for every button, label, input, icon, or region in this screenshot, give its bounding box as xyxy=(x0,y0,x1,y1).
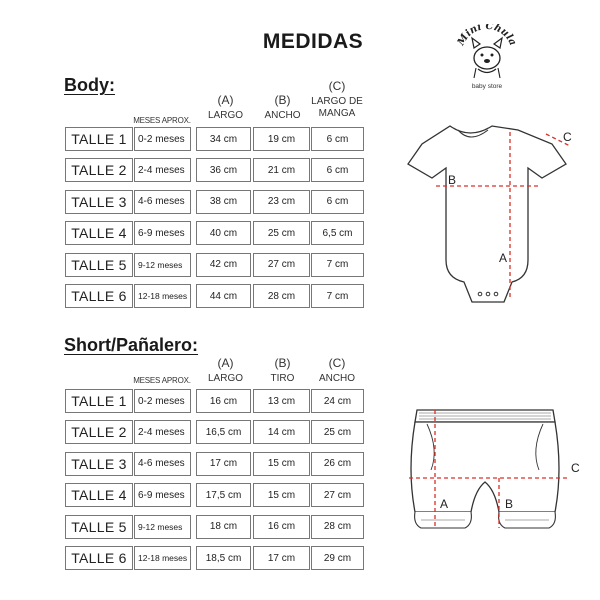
short-header-meses: MESES APROX. xyxy=(133,376,191,385)
body-cell-a: 34 cm xyxy=(196,127,251,151)
short-cell-a: 18,5 cm xyxy=(196,546,251,570)
body-label-a: A xyxy=(499,251,508,265)
short-cell-a: 16,5 cm xyxy=(196,420,251,444)
short-cell-b: 16 cm xyxy=(253,515,310,539)
body-cell-b: 23 cm xyxy=(253,190,310,214)
short-cell-a: 17 cm xyxy=(196,452,251,476)
short-cell-meses: 9-12 meses xyxy=(134,515,191,539)
body-label-b: B xyxy=(448,173,457,187)
body-cell-meses: 9-12 meses xyxy=(134,253,191,277)
short-cell-meses: 0-2 meses xyxy=(134,389,191,413)
page-title: MEDIDAS xyxy=(262,30,364,53)
body-header-col-c: (C) LARGO DE MANGA xyxy=(311,79,363,119)
short-cell-a: 17,5 cm xyxy=(196,483,251,507)
body-header-meses: MESES APROX. xyxy=(133,116,191,125)
body-section-title: Body: xyxy=(64,75,115,95)
body-cell-a: 44 cm xyxy=(196,284,251,308)
body-cell-b: 19 cm xyxy=(253,127,310,151)
body-cell-meses: 2-4 meses xyxy=(134,158,191,182)
body-cell-meses: 0-2 meses xyxy=(134,127,191,151)
bulldog-logo-icon xyxy=(452,24,522,92)
body-cell-b: 21 cm xyxy=(253,158,310,182)
short-header-col-a: (A) LARGO xyxy=(207,356,243,384)
shorts-icon xyxy=(405,400,590,540)
body-cell-talle: TALLE 2 xyxy=(65,158,133,182)
short-cell-b: 15 cm xyxy=(253,483,310,507)
body-cell-b: 25 cm xyxy=(253,221,310,245)
body-header-col-b: (B) ANCHO xyxy=(264,93,301,121)
short-header-col-c: (C) ANCHO xyxy=(318,356,356,384)
body-cell-meses: 12-18 meses xyxy=(134,284,191,308)
short-cell-talle: TALLE 6 xyxy=(65,546,133,570)
body-cell-talle: TALLE 3 xyxy=(65,190,133,214)
short-cell-talle: TALLE 3 xyxy=(65,452,133,476)
short-cell-a: 16 cm xyxy=(196,389,251,413)
short-cell-c: 29 cm xyxy=(311,546,364,570)
body-cell-a: 40 cm xyxy=(196,221,251,245)
short-cell-b: 14 cm xyxy=(253,420,310,444)
body-header-col-a: (A) LARGO xyxy=(207,93,243,121)
short-cell-b: 15 cm xyxy=(253,452,310,476)
body-cell-talle: TALLE 1 xyxy=(65,127,133,151)
body-cell-a: 38 cm xyxy=(196,190,251,214)
short-label-c: C xyxy=(571,461,580,475)
body-cell-talle: TALLE 5 xyxy=(65,253,133,277)
short-cell-meses: 2-4 meses xyxy=(134,420,191,444)
short-cell-meses: 4-6 meses xyxy=(134,452,191,476)
body-cell-c: 7 cm xyxy=(311,284,364,308)
logo-tagline: baby store xyxy=(471,83,503,90)
short-cell-meses: 6-9 meses xyxy=(134,483,191,507)
body-cell-c: 6 cm xyxy=(311,127,364,151)
body-label-c: C xyxy=(563,130,572,144)
body-cell-b: 27 cm xyxy=(253,253,310,277)
short-cell-b: 13 cm xyxy=(253,389,310,413)
short-section-title: Short/Pañalero: xyxy=(64,335,199,355)
body-cell-c: 6 cm xyxy=(311,158,364,182)
short-cell-c: 24 cm xyxy=(311,389,364,413)
short-cell-meses: 12-18 meses xyxy=(134,546,191,570)
brand-logo xyxy=(452,24,522,92)
short-cell-b: 17 cm xyxy=(253,546,310,570)
logo-name: Mini Chula xyxy=(455,24,519,48)
body-cell-c: 7 cm xyxy=(311,253,364,277)
short-cell-c: 28 cm xyxy=(311,515,364,539)
short-cell-talle: TALLE 1 xyxy=(65,389,133,413)
svg-text:Mini Chula xyxy=(455,24,518,48)
body-cell-meses: 6-9 meses xyxy=(134,221,191,245)
short-cell-c: 26 cm xyxy=(311,452,364,476)
short-cell-c: 27 cm xyxy=(311,483,364,507)
short-label-a: A xyxy=(440,497,449,511)
body-cell-a: 36 cm xyxy=(196,158,251,182)
bodysuit-icon xyxy=(400,118,585,308)
body-cell-talle: TALLE 6 xyxy=(65,284,133,308)
body-cell-c: 6 cm xyxy=(311,190,364,214)
body-cell-talle: TALLE 4 xyxy=(65,221,133,245)
short-cell-talle: TALLE 5 xyxy=(65,515,133,539)
short-label-b: B xyxy=(505,497,514,511)
body-cell-b: 28 cm xyxy=(253,284,310,308)
short-cell-talle: TALLE 4 xyxy=(65,483,133,507)
body-cell-c: 6,5 cm xyxy=(311,221,364,245)
short-header-col-b: (B) TIRO xyxy=(270,356,295,384)
body-cell-meses: 4-6 meses xyxy=(134,190,191,214)
body-cell-a: 42 cm xyxy=(196,253,251,277)
short-cell-talle: TALLE 2 xyxy=(65,420,133,444)
bodysuit-diagram xyxy=(400,118,585,308)
short-cell-a: 18 cm xyxy=(196,515,251,539)
shorts-diagram xyxy=(405,400,590,540)
short-cell-c: 25 cm xyxy=(311,420,364,444)
